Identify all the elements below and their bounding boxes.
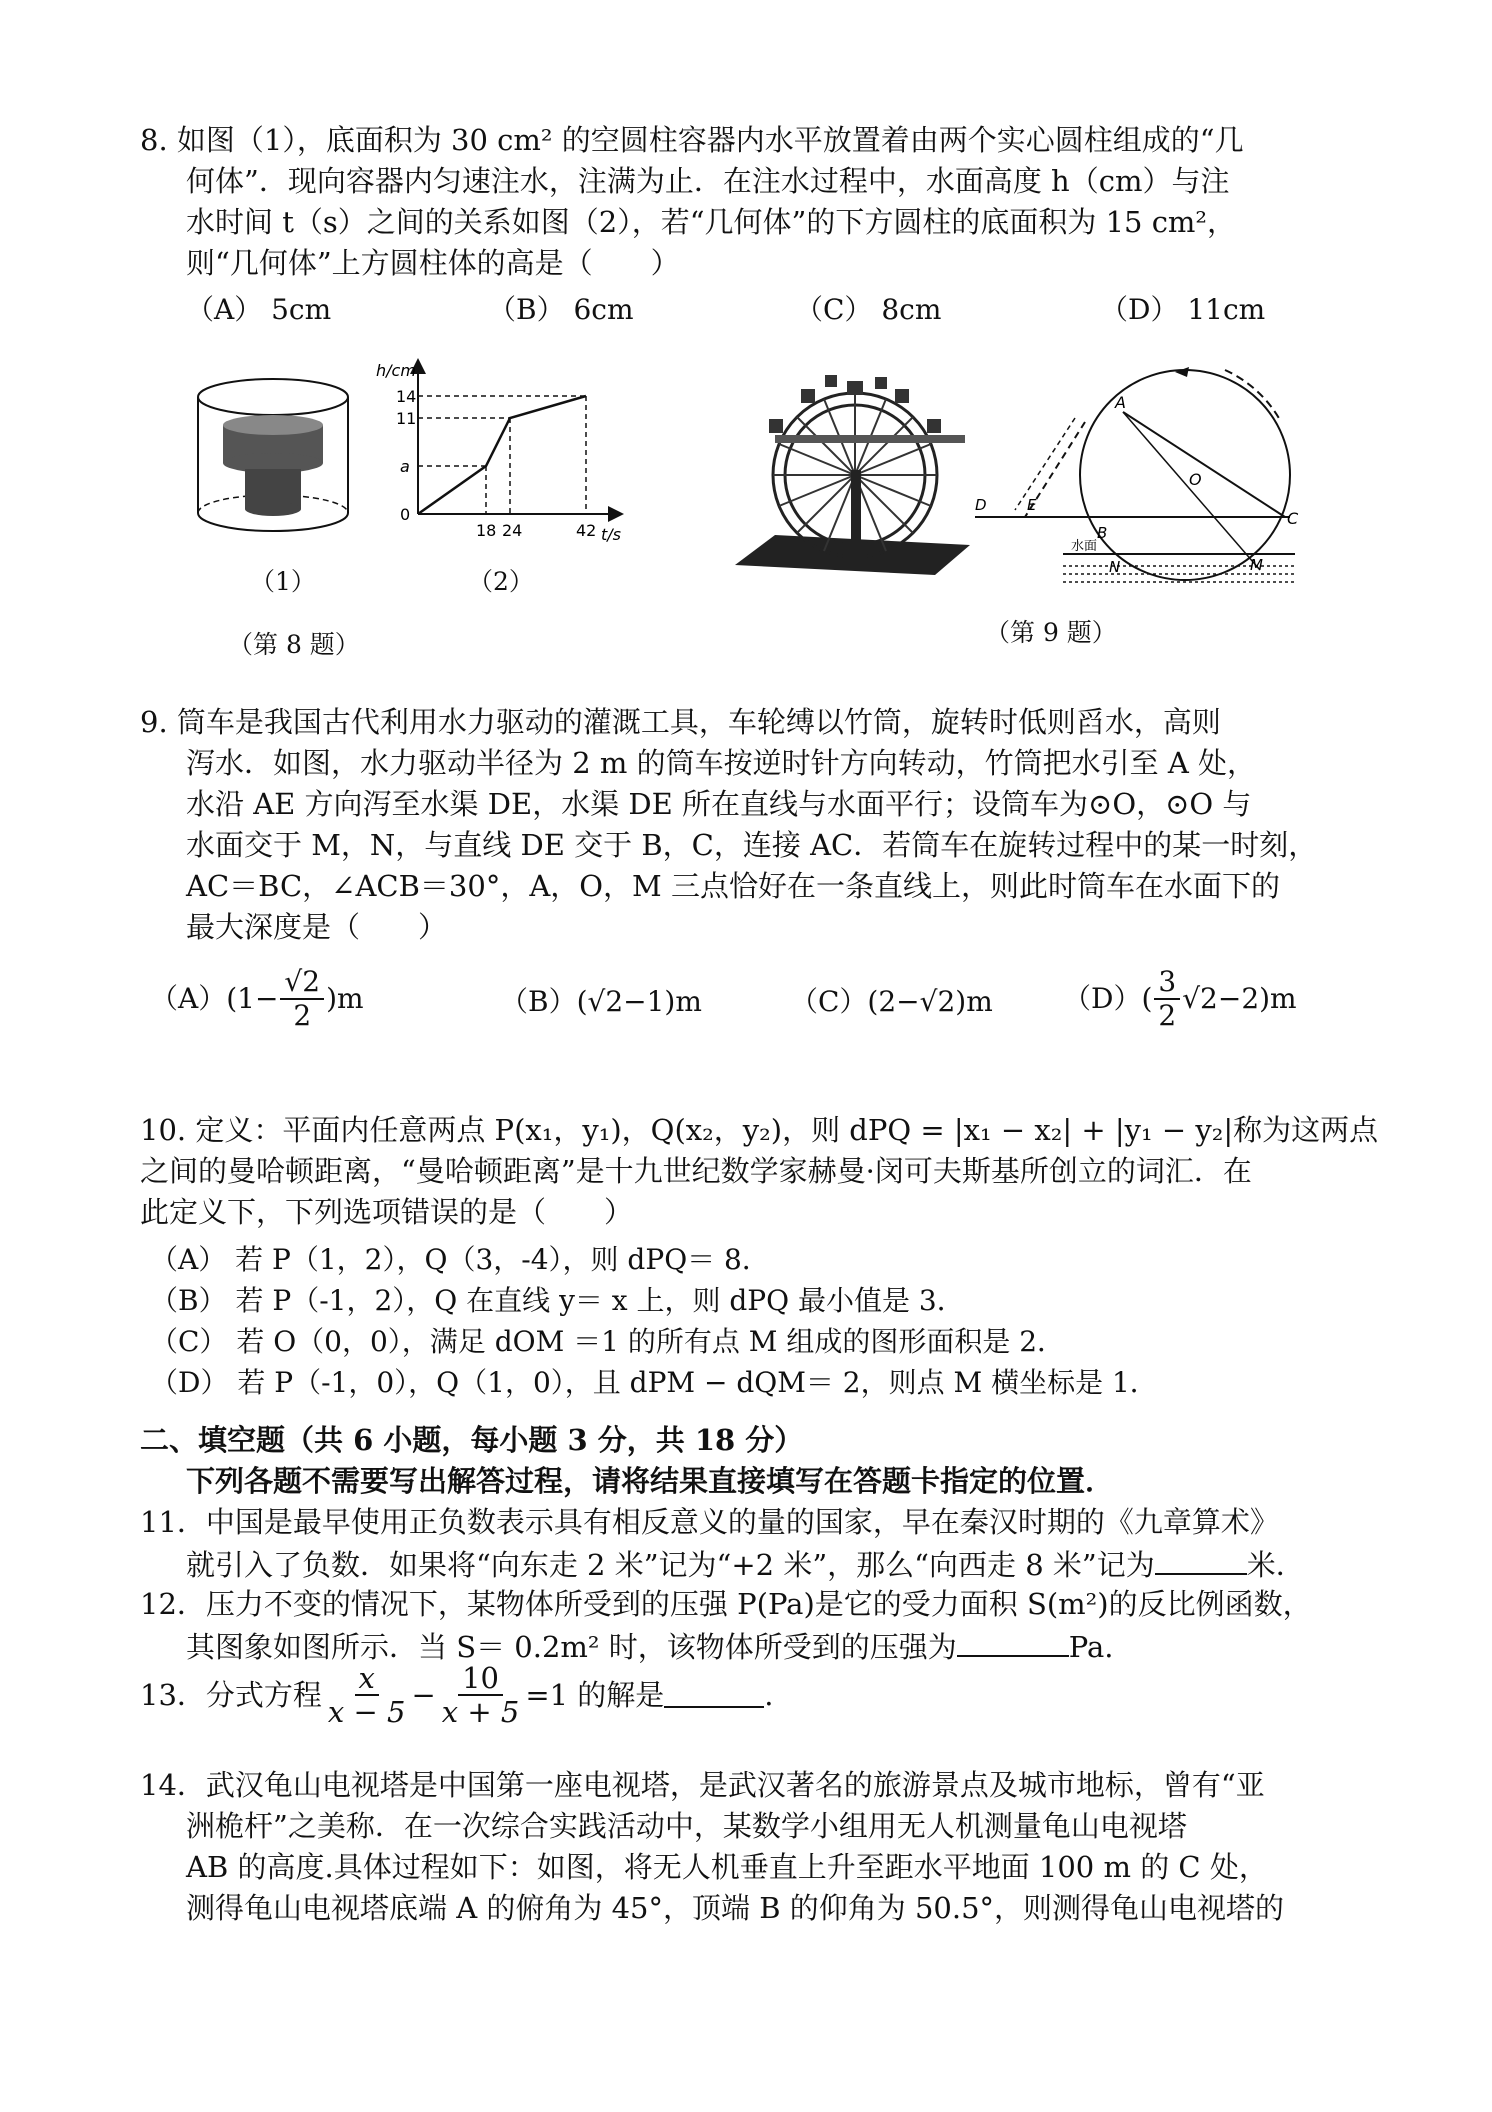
q13-end: . xyxy=(764,1678,774,1712)
q13-prefix: 13．分式方程 xyxy=(140,1678,322,1712)
q10-option-a: （A） 若 P（1，2），Q（3，-4），则 dPQ＝ 8． xyxy=(150,1243,770,1276)
q14-line-3: AB 的高度.具体过程如下：如图，将无人机垂直上升至距水平地面 100 m 的 C 处， xyxy=(186,1850,1268,1884)
q13-answer-blank xyxy=(664,1682,764,1708)
q9-option-d-suffix: √2−2)m xyxy=(1182,982,1297,1015)
q14-line-4: 测得龟山电视塔底端 A 的俯角为 45°，顶端 B 的仰角为 50.5°，则测得龟山电视塔的 xyxy=(186,1891,1285,1925)
q9-point-e: E xyxy=(1027,496,1037,514)
q9-option-a-prefix: （A）(1− xyxy=(150,982,279,1015)
q13-fraction-2-numerator: 10 xyxy=(458,1662,503,1696)
q13-fraction-1-numerator: x xyxy=(355,1662,379,1696)
q8-graph-tick-14: 14 xyxy=(396,387,417,406)
q13-minus: − xyxy=(411,1678,436,1712)
q8-graph-tick-11: 11 xyxy=(396,409,417,428)
section-2-instruction: 下列各题不需要写出解答过程，请将结果直接填写在答题卡指定的位置． xyxy=(186,1464,1115,1498)
q9-option-a-suffix: )m xyxy=(326,982,364,1015)
q10-option-d: （D） 若 P（-1，0），Q（1，0），且 dPM − dQM＝ 2，则点 M 横坐标是 1． xyxy=(150,1366,1158,1399)
q9-option-d-fraction xyxy=(1154,966,1180,1032)
q9-option-b: （B）(√2−1)m xyxy=(500,985,702,1018)
q10-line-2: 之间的曼哈顿距离，“曼哈顿距离”是十九世纪数学家赫曼·闵可夫斯基所创立的词汇．在 xyxy=(140,1154,1252,1188)
q8-graph-tick-18: 18 xyxy=(476,521,497,540)
q8-line-2: 何体”．现向容器内匀速注水，注满为止．在注水过程中，水面高度 h（cm）与注 xyxy=(186,164,1230,198)
q9-diagram xyxy=(975,360,1305,590)
q8-line-4: 则“几何体”上方圆柱体的高是（ ） xyxy=(186,246,680,280)
q9-line-2: 泻水．如图，水力驱动半径为 2 m 的筒车按逆时针方向转动，竹筒把水引至 A 处， xyxy=(186,746,1256,780)
q9-line-1: 9. 筒车是我国古代利用水力驱动的灌溉工具，车轮缚以竹筒，旋转时低则舀水，高则 xyxy=(140,705,1221,739)
q11-text: 就引入了负数．如果将“向东走 2 米”记为“+2 米”，那么“向西走 8 米”记为 xyxy=(186,1548,1155,1582)
q9-option-c: （C）(2−√2)m xyxy=(790,985,993,1018)
q8-option-b: （B） 6cm xyxy=(488,293,634,326)
q13-fraction-1-denominator: x − 5 xyxy=(327,1695,406,1729)
q13-fraction-1 xyxy=(324,1662,410,1728)
q8-option-c: （C） 8cm xyxy=(795,293,942,326)
q8-graph-tick-a: a xyxy=(400,457,410,476)
q9-point-n: N xyxy=(1109,558,1121,576)
q9-point-b: B xyxy=(1097,524,1108,542)
q8-graph xyxy=(358,352,628,547)
q13-fraction-2 xyxy=(438,1662,524,1728)
q8-figure-container xyxy=(185,365,360,540)
q9-option-d-denominator: 2 xyxy=(1158,999,1177,1032)
q14-line-1: 14．武汉龟山电视塔是中国第一座电视塔，是武汉著名的旅游景点及城市地标，曾有“亚 xyxy=(140,1768,1265,1802)
q11-answer-blank xyxy=(1155,1543,1247,1575)
q8-fig2-caption: （2） xyxy=(468,567,534,596)
q13-line xyxy=(140,1655,774,1735)
q9-line-3: 水沿 AE 方向泻至水渠 DE，水渠 DE 所在直线与水面平行；设筒车为⊙O，⊙O 与 xyxy=(186,787,1252,821)
q8-graph-y-label: h/cm xyxy=(376,361,416,380)
q8-graph-tick-0: 0 xyxy=(400,505,411,524)
q10-line-1: 10. 定义：平面内任意两点 P(x₁，y₁)，Q(x₂，y₂)，则 dPQ = |x₁ − x₂| + |y₁ − y₂|称为这两点 xyxy=(140,1113,1379,1147)
q9-option-a xyxy=(150,966,364,1032)
q9-point-m: M xyxy=(1250,556,1263,574)
q8-fig1-caption: （1） xyxy=(250,567,316,596)
q11-line-1: 11．中国是最早使用正负数表示具有相反意义的量的国家，早在秦汉时期的《九章算术》 xyxy=(140,1505,1279,1539)
q9-point-c: C xyxy=(1287,509,1299,528)
q9-line-4: 水面交于 M，N，与直线 DE 交于 B，C，连接 AC．若筒车在旋转过程中的某一时刻， xyxy=(186,828,1318,862)
q9-option-a-denominator: 2 xyxy=(293,999,312,1032)
q9-label: （第 9 题） xyxy=(985,618,1117,647)
q12-unit: Pa. xyxy=(1068,1630,1114,1664)
q10-option-c: （C） 若 O（0，0），满足 dOM ＝1 的所有点 M 组成的图形面积是 2． xyxy=(150,1325,1066,1358)
q8-option-a: （A） 5cm xyxy=(186,293,332,326)
q13-equals: =1 的解是 xyxy=(525,1678,665,1712)
section-2-heading: 二、填空题（共 6 小题，每小题 3 分，共 18 分） xyxy=(140,1423,804,1457)
q9-point-d: D xyxy=(975,496,987,514)
q12-line-1: 12．压力不变的情况下，某物体所受到的压强 P(Pa)是它的受力面积 S(m²)的反比例函数， xyxy=(140,1587,1312,1621)
water-wheel-illustration xyxy=(735,375,970,575)
q14-line-2: 洲桅杆”之美称．在一次综合实践活动中，某数学小组用无人机测量龟山电视塔 xyxy=(186,1809,1187,1843)
q9-line-6: 最大深度是（ ） xyxy=(186,910,448,944)
q9-option-d xyxy=(1063,966,1297,1032)
q9-line-5: AC＝BC，∠ACB＝30°，A，O，M 三点恰好在一条直线上，则此时筒车在水面下的 xyxy=(186,869,1280,903)
q11-line-2 xyxy=(186,1543,1305,1585)
q8-graph-tick-24: 24 xyxy=(502,521,523,540)
q10-option-b: （B） 若 P（-1，2），Q 在直线 y＝ x 上，则 dPQ 最小值是 3． xyxy=(150,1284,965,1317)
q10-line-3: 此定义下，下列选项错误的是（ ） xyxy=(140,1195,634,1229)
q9-water-label: 水面 xyxy=(1071,539,1098,554)
q12-text: 其图象如图所示．当 S＝ 0.2m² 时，该物体所受到的压强为 xyxy=(186,1630,957,1664)
q9-option-a-fraction xyxy=(280,966,324,1032)
q9-option-d-prefix: （D）( xyxy=(1063,982,1153,1015)
q13-fraction-2-denominator: x + 5 xyxy=(441,1695,520,1729)
q8-graph-x-label: t/s xyxy=(601,525,621,544)
q8-line-1: 8. 如图（1），底面积为 30 cm² 的空圆柱容器内水平放置着由两个实心圆柱组成的“几 xyxy=(140,123,1244,157)
q11-unit: 米． xyxy=(1246,1548,1305,1582)
q9-point-a: A xyxy=(1115,393,1126,412)
q8-option-d: （D） 11cm xyxy=(1100,293,1266,326)
q8-label: （第 8 题） xyxy=(228,630,360,659)
q9-option-d-numerator: 3 xyxy=(1154,966,1180,1000)
q8-graph-tick-42: 42 xyxy=(576,521,597,540)
q8-line-3: 水时间 t（s）之间的关系如图（2），若“几何体”的下方圆柱的底面积为 15 cm²， xyxy=(186,205,1237,239)
q9-point-o: O xyxy=(1189,470,1202,489)
q9-option-a-numerator: √2 xyxy=(280,966,324,1000)
q12-answer-blank xyxy=(957,1625,1069,1657)
